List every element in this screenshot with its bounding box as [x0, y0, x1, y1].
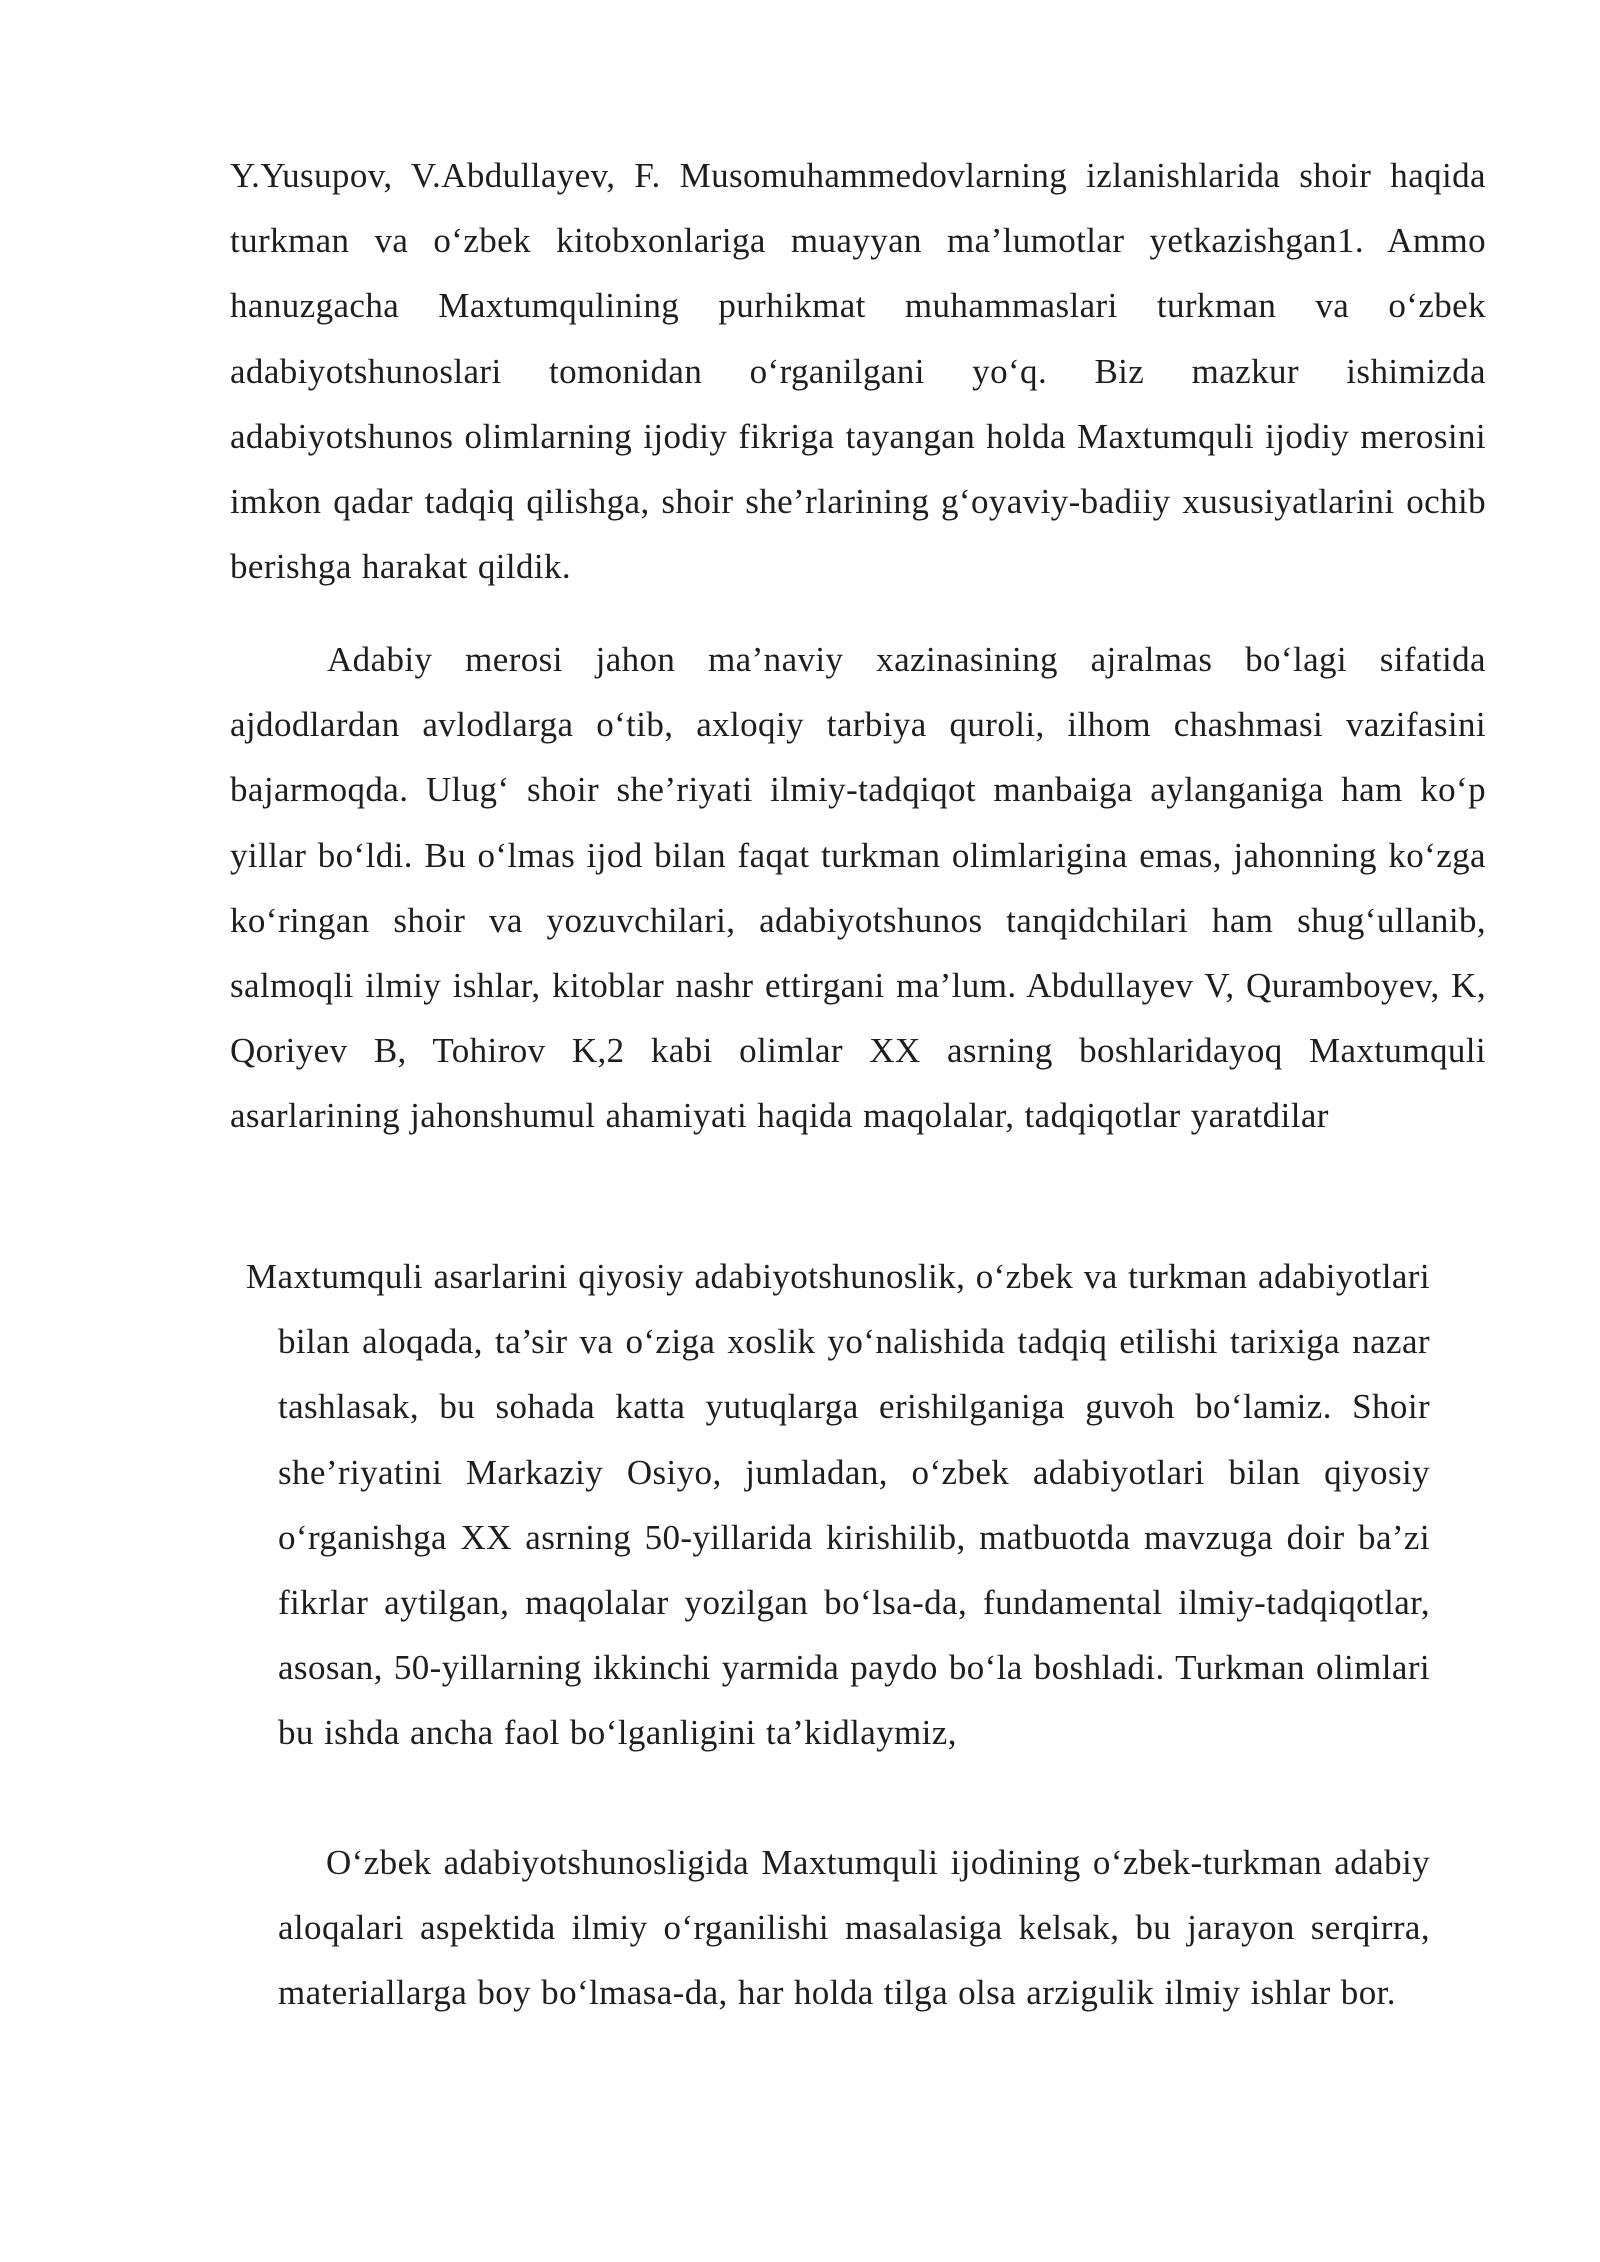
paragraph-1: Y.Yusupov, V.Abdullayev, F. Musomuhammedovlarning izlanishlarida shoir haqida turkman va o‘zbek kitobxonlariga muayyan ma’lumotlar yetkazishgan1. Ammo hanuzgacha Maxtumqulining purhikmat muhammaslari turkman va o‘zbek adabiyotshunoslari tomonidan o‘rganilgani yo‘q. Biz mazkur ishimizda adabiyotshunos olimlarning ijodiy fikriga tayangan holda Maxtumquli ijodiy merosini imkon qadar tadqiq qilishga, shoir she’rlarining g‘oyaviy-badiiy xususiyatlarini ochib berishga harakat qildik. — [230, 156, 1486, 587]
paragraph-3: Maxtumquli asarlarini qiyosiy adabiyotshunoslik, o‘zbek va turkman adabiyotlari bilan aloqada, ta’sir va o‘ziga xoslik yo‘nalishida tadqiq etilishi tarixiga nazar tashlasak, bu sohada katta yutuqlarga erishilganiga guvoh bo‘lamiz. Shoir she’riyatini Markaziy Osiyo, jumladan, o‘zbek adabiyotlari bilan qiyosiy o‘rganishga XX asrning 50-yillarida kirishilib, matbuotda mavzuga doir ba’zi fikrlar aytilgan, maqolalar yozilgan bo‘lsa-da, fundamental ilmiy-tadqiqotlar, asosan, 50-yillarning ikkinchi yarmida paydo bo‘la boshladi. Turkman olimlari bu ishda ancha faol bo‘lganligini ta’kidlaymiz, — [246, 1257, 1430, 1753]
paragraph-2: Adabiy merosi jahon ma’naviy xazinasining ajralmas bo‘lagi sifatida ajdodlardan avlodlarga o‘tib, axloqiy tarbiya quroli, ilhom chashmasi vazifasini bajarmoqda. Ulug‘ shoir she’riyati ilmiy-tadqiqot manbaiga aylanganiga ham ko‘p yillar bo‘ldi. Bu o‘lmas ijod bilan faqat turkman olimlarigina emas, jahonning ko‘zga ko‘ringan shoir va yozuvchilari, adabiyotshunos tanqidchilari ham shug‘ullanib, salmoqli ilmiy ishlar, kitoblar nashr ettirgani ma’lum. Abdullayev V, Quramboyev, K, Qoriyev B, Tohirov K,2 kabi olimlar XX asrning boshlaridayoq Maxtumquli asarlarining jahonshumul ahamiyati haqida maqolalar, tadqiqotlar yaratdilar — [230, 640, 1486, 1136]
paragraph-4: O‘zbek adabiyotshunosligida Maxtumquli ijodining o‘zbek-turkman adabiy aloqalari aspektida ilmiy o‘rganilishi masalasiga kelsak, bu jarayon serqirra, materiallarga boy bo‘lmasa-da, har holda tilga olsa arzigulik ilmiy ishlar bor. — [278, 1843, 1430, 2013]
